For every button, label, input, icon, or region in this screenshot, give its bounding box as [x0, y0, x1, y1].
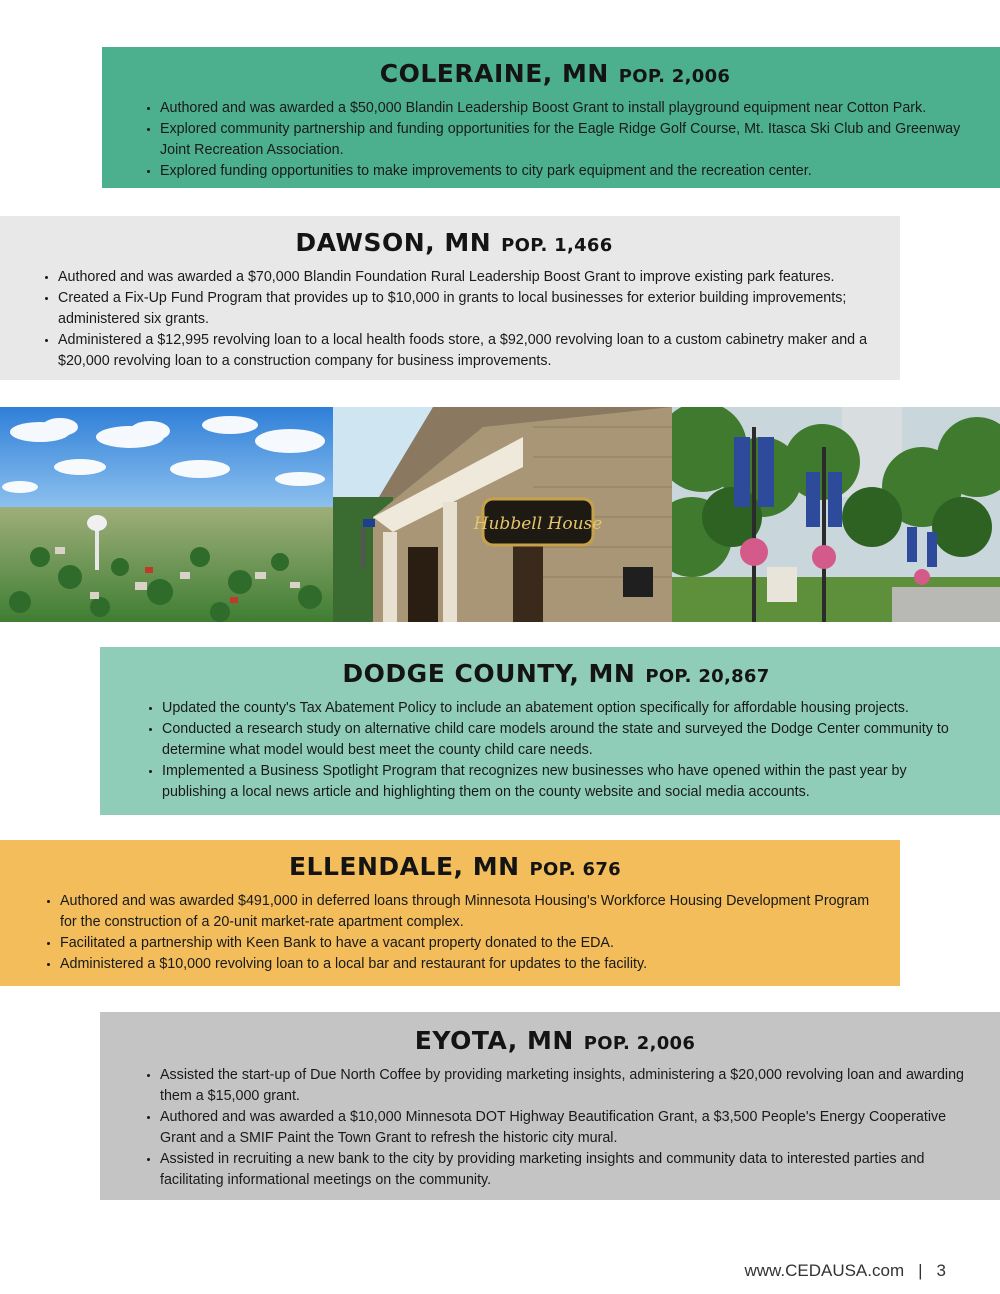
hubbell-sign-text: Hubbell House	[473, 514, 603, 534]
footer-separator: |	[918, 1261, 923, 1280]
list-item: • Updated the county's Tax Abatement Policy to include an abatement option specifically for affordable housing projects.	[162, 698, 970, 719]
page-number: 3	[936, 1261, 946, 1280]
dawson-heading	[38, 228, 870, 257]
dawson-name: DAWSON, MN	[295, 228, 492, 257]
eyota-list	[140, 1065, 970, 1191]
list-item: • Administered a $12,995 revolving loan to a local health foods store, a $92,000 revolving loan to a custom cabinetry maker and a $20,000 revolving loan to a construction company for business improvements.	[58, 330, 870, 372]
dodge-county-population: POP. 20,867	[645, 666, 770, 687]
list-item: • Authored and was awarded a $50,000 Blandin Leadership Boost Grant to install playground equipment near Cotton Park.	[160, 98, 970, 119]
photo-strip	[0, 407, 1000, 622]
ellendale-population: POP. 676	[529, 859, 622, 880]
coleraine-list	[140, 98, 970, 182]
list-item: • Facilitated a partnership with Keen Bank to have a vacant property donated to the EDA.	[60, 933, 870, 954]
list-item: • Created a Fix-Up Fund Program that provides up to $10,000 in grants to local businesses for exterior building improvements; administered six grants.	[58, 288, 870, 330]
street-banners-photo	[672, 407, 1000, 622]
coleraine-heading	[140, 59, 970, 88]
dodge-county-heading	[142, 659, 970, 688]
ellendale-heading	[40, 852, 870, 881]
coleraine-population: POP. 2,006	[618, 66, 731, 87]
list-item: • Explored funding opportunities to make improvements to city park equipment and the recreation center.	[160, 161, 970, 182]
page-footer	[744, 1261, 946, 1281]
list-item: • Assisted the start-up of Due North Coffee by providing marketing insights, administering a $20,000 revolving loan and awarding them a $15,000 grant.	[160, 1065, 970, 1107]
list-item: • Implemented a Business Spotlight Program that recognizes new businesses who have opened within the past year by publishing a local news article and highlighting them on the county website and social media accounts.	[162, 761, 970, 803]
list-item: • Authored and was awarded $491,000 in deferred loans through Minnesota Housing's Workforce Housing Development Program for the construction of a 20-unit market-rate apartment complex.	[60, 891, 870, 933]
eyota-section	[100, 1012, 1000, 1200]
dawson-population: POP. 1,466	[501, 235, 613, 256]
aerial-town-photo	[0, 407, 333, 622]
dawson-list	[38, 267, 870, 372]
list-item: • Authored and was awarded a $10,000 Minnesota DOT Highway Beautification Grant, a $3,500 People's Energy Cooperative Grant and a SMIF Paint the Town Grant to refresh the historic city mural.	[160, 1107, 970, 1149]
list-item: • Assisted in recruiting a new bank to the city by providing marketing insights and community data to interested parties and facilitating informational meetings on the community.	[160, 1149, 970, 1191]
ellendale-section	[0, 840, 900, 986]
eyota-population: POP. 2,006	[583, 1033, 696, 1054]
ellendale-list	[40, 891, 870, 975]
list-item: • Administered a $10,000 revolving loan to a local bar and restaurant for updates to the facility.	[60, 954, 870, 975]
coleraine-name: COLERAINE, MN	[379, 59, 609, 88]
coleraine-section	[102, 47, 1000, 188]
list-item: • Conducted a research study on alternative child care models around the state and surveyed the Dodge Center community to determine what model would best meet the county child care needs.	[162, 719, 970, 761]
dodge-county-name: DODGE COUNTY, MN	[342, 659, 636, 688]
website-link[interactable]: www.CEDAUSA.com	[744, 1261, 905, 1280]
ellendale-name: ELLENDALE, MN	[288, 852, 520, 881]
dodge-county-list	[142, 698, 970, 803]
eyota-heading	[140, 1026, 970, 1055]
eyota-name: EYOTA, MN	[414, 1026, 574, 1055]
dawson-section	[0, 216, 900, 380]
hubbell-house-photo	[333, 407, 672, 622]
list-item: • Explored community partnership and funding opportunities for the Eagle Ridge Golf Course, Mt. Itasca Ski Club and Greenway Joint Recreation Association.	[160, 119, 970, 161]
list-item: • Authored and was awarded a $70,000 Blandin Foundation Rural Leadership Boost Grant to improve existing park features.	[58, 267, 870, 288]
dodge-county-section	[100, 647, 1000, 815]
